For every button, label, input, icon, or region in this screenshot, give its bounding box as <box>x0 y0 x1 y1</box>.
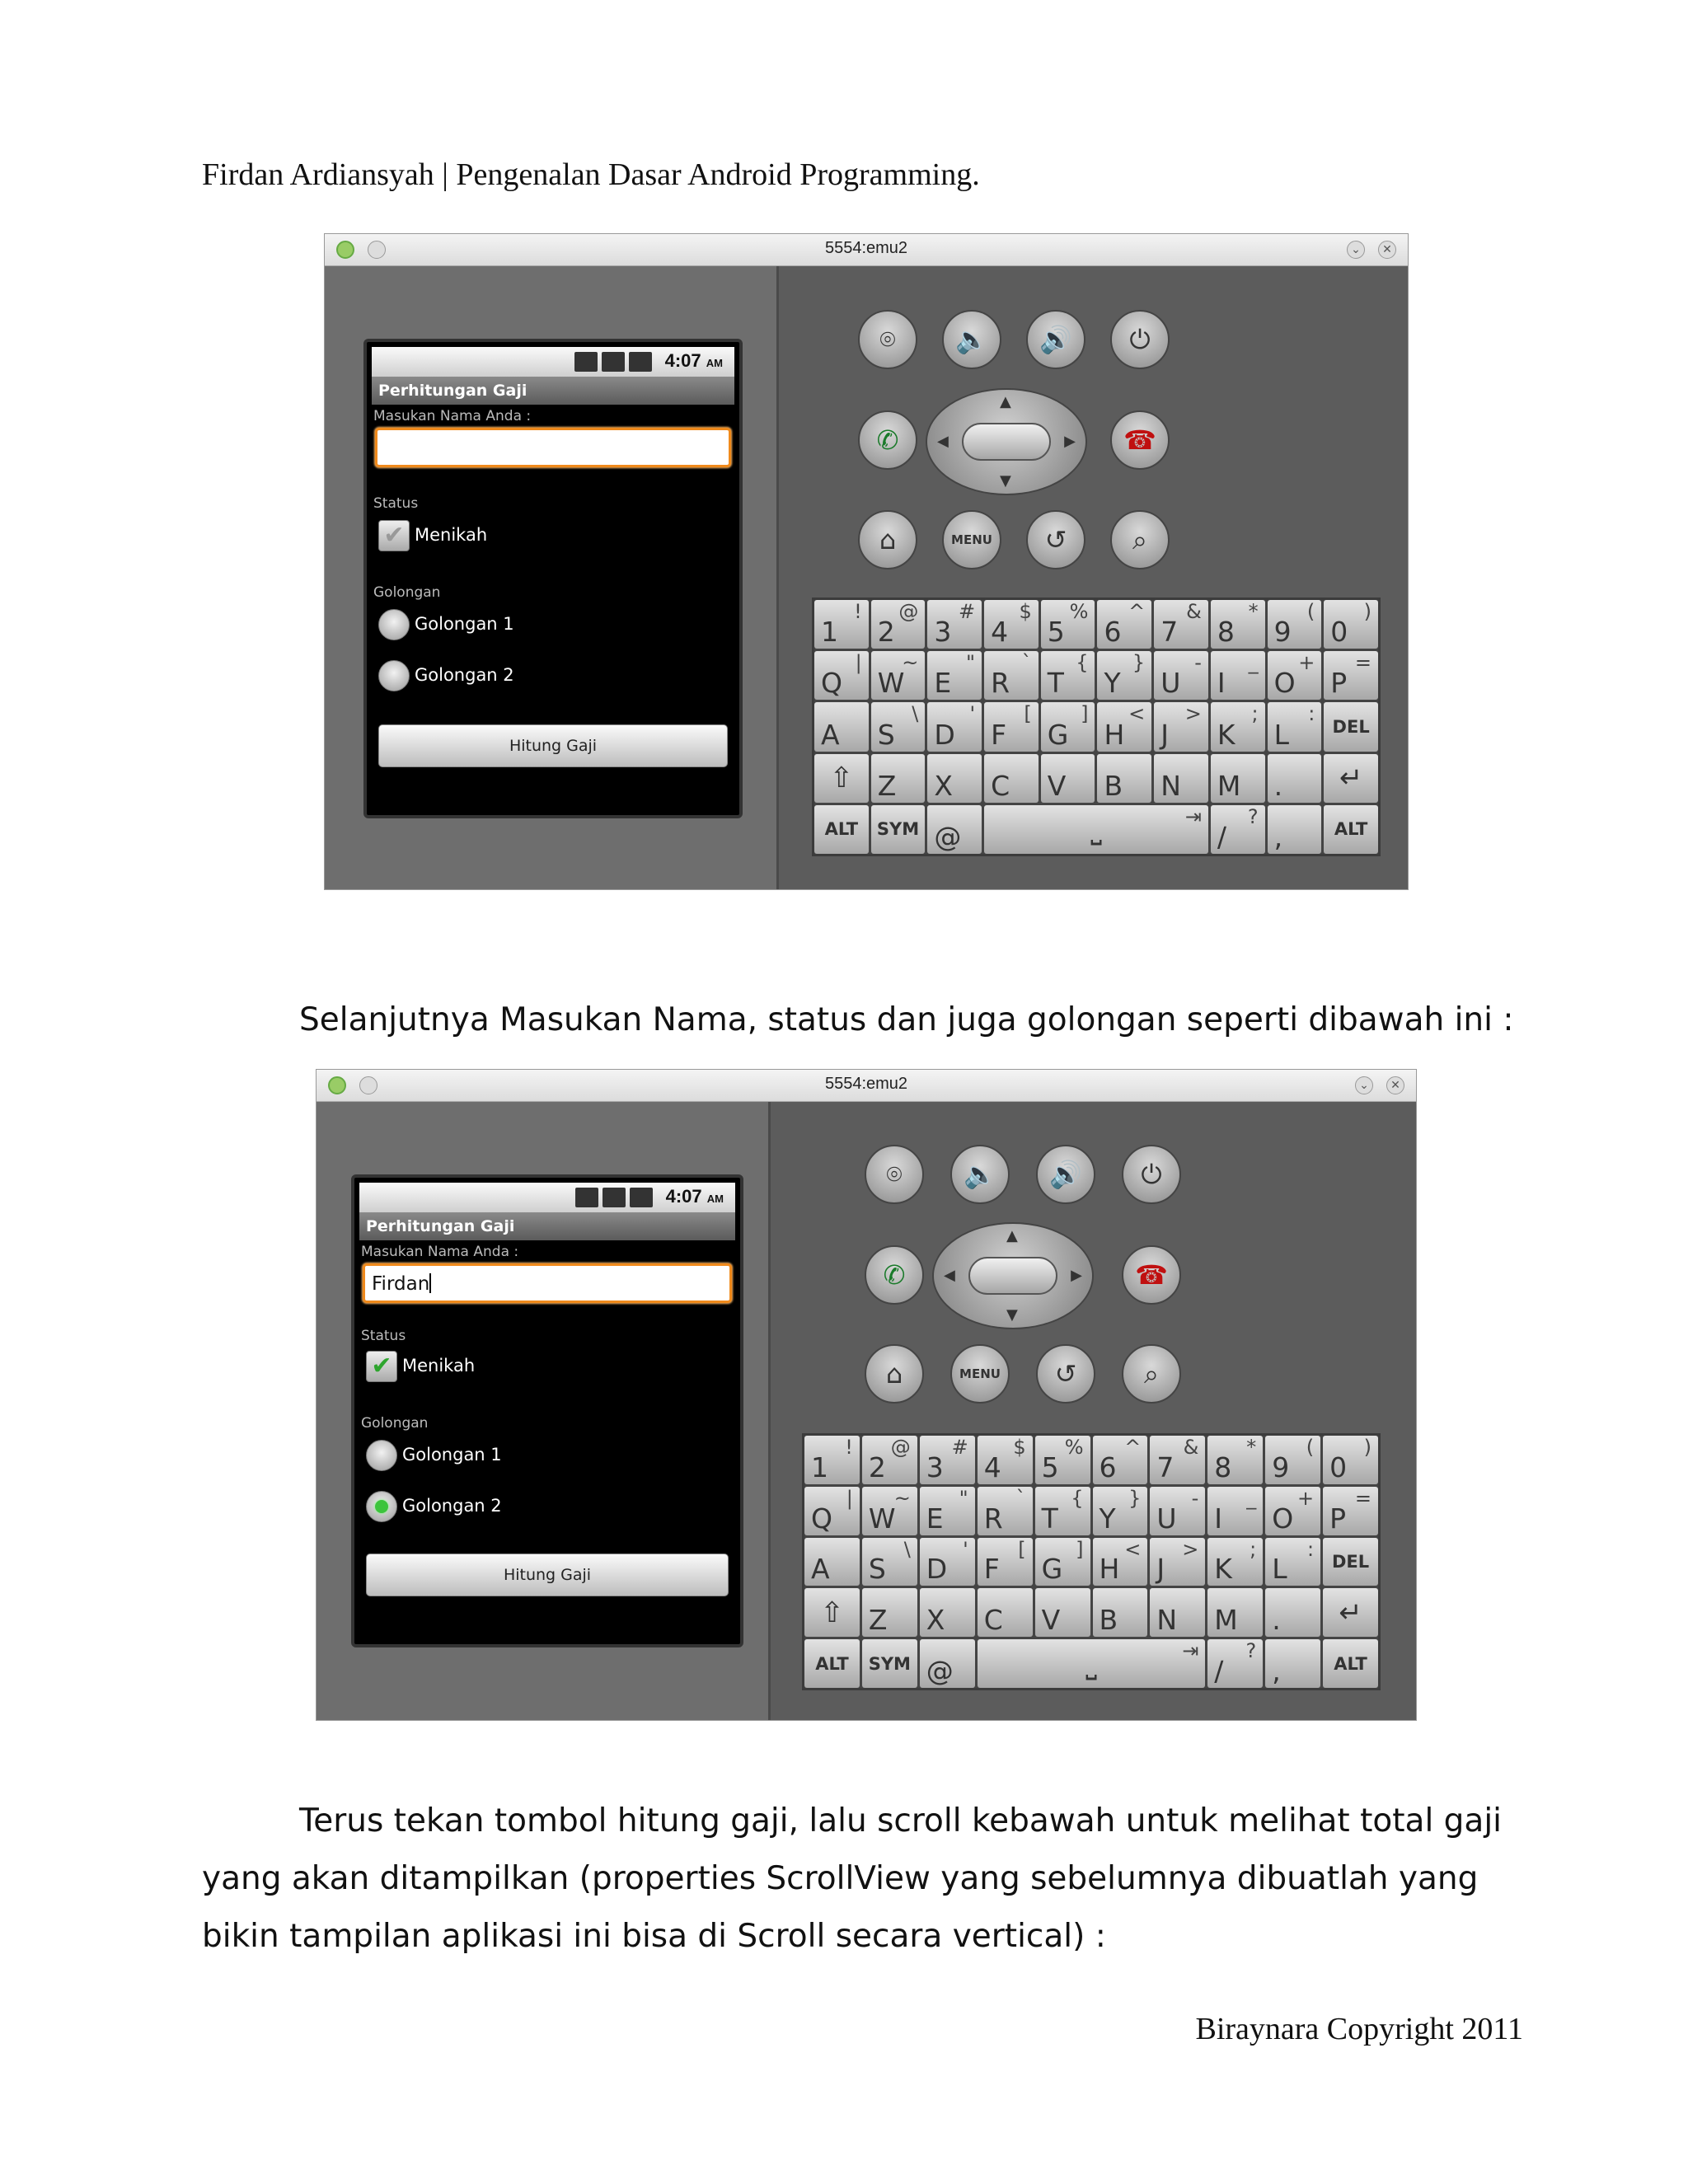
app-title-bar <box>359 1212 735 1240</box>
status-bar <box>359 1183 735 1212</box>
call-icon[interactable]: ✆ <box>858 410 917 470</box>
key-2-4[interactable]: G ] <box>1035 1538 1090 1586</box>
key-1-4[interactable]: T { <box>1041 651 1095 700</box>
key-1-0[interactable]: Q | <box>814 651 869 700</box>
key-sym[interactable]: SYM <box>871 805 926 854</box>
status-label: Status <box>361 1328 406 1344</box>
key-2-5[interactable]: H < <box>1093 1538 1148 1586</box>
key-3-7[interactable]: M <box>1207 1588 1263 1637</box>
key-slash[interactable]: / ? <box>1211 805 1265 854</box>
minimize-button[interactable]: ⌄ <box>1347 241 1365 259</box>
key-3-6[interactable]: N <box>1154 754 1208 803</box>
key-0-7[interactable]: 8 * <box>1211 600 1265 649</box>
key-slash[interactable]: / ? <box>1207 1639 1263 1688</box>
key-3-2[interactable]: X <box>927 754 982 803</box>
app-title: Perhitungan Gaji <box>366 1217 515 1235</box>
key-1-3[interactable]: R ` <box>984 651 1039 700</box>
menikah-checkbox[interactable]: ✔ <box>378 520 410 551</box>
key-0-3[interactable]: 4 $ <box>984 600 1039 649</box>
key-2-2[interactable]: D ' <box>927 702 982 751</box>
name-label: Masukan Nama Anda : <box>361 1244 519 1260</box>
key-0-5[interactable]: 6 ^ <box>1097 600 1151 649</box>
key-2-8[interactable]: L : <box>1268 702 1322 751</box>
search-icon[interactable]: ⌕ <box>1122 1344 1181 1404</box>
key-2-9[interactable]: DEL <box>1324 702 1378 751</box>
key-alt-left[interactable]: ALT <box>804 1639 860 1688</box>
key-comma[interactable]: , <box>1268 805 1322 854</box>
name-label: Masukan Nama Anda : <box>373 408 532 424</box>
key-at[interactable]: @ <box>920 1639 975 1688</box>
key-0-5[interactable]: 6 ^ <box>1093 1436 1148 1484</box>
key-2-8[interactable]: L : <box>1265 1538 1320 1586</box>
search-icon[interactable]: ⌕ <box>1110 510 1170 569</box>
camera-icon[interactable]: ⌾ <box>858 310 917 369</box>
golongan-1-label: Golongan 1 <box>415 614 514 634</box>
name-input[interactable] <box>375 428 731 467</box>
volume-up-icon[interactable]: 🔊 <box>1036 1145 1095 1204</box>
key-3-0[interactable]: ⇧ <box>814 754 869 803</box>
key-2-0[interactable]: A <box>814 702 869 751</box>
key-1-6[interactable]: U - <box>1154 651 1208 700</box>
key-0-3[interactable]: 4 $ <box>978 1436 1033 1484</box>
key-0-4[interactable]: 5 % <box>1041 600 1095 649</box>
key-0-8[interactable]: 9 ( <box>1265 1436 1320 1484</box>
key-3-9[interactable]: ↵ <box>1324 754 1378 803</box>
text-caret <box>429 1273 431 1293</box>
key-3-6[interactable]: N <box>1150 1588 1205 1637</box>
key-3-8[interactable]: . <box>1268 754 1322 803</box>
key-1-2[interactable]: E " <box>927 651 982 700</box>
battery-icon <box>629 352 652 372</box>
dpad[interactable] <box>932 1222 1094 1329</box>
back-icon[interactable]: ↺ <box>1036 1344 1095 1404</box>
status-bar <box>372 347 734 377</box>
status-label: Status <box>373 495 419 512</box>
key-1-9[interactable]: P = <box>1323 1487 1378 1535</box>
dpad-center-button[interactable] <box>968 1257 1057 1295</box>
key-space[interactable]: ⎵ ⇥ <box>984 805 1208 854</box>
key-2-7[interactable]: K ; <box>1207 1538 1263 1586</box>
key-0-2[interactable]: 3 # <box>927 600 982 649</box>
key-1-3[interactable]: R ` <box>978 1487 1033 1535</box>
network-3g-icon <box>575 1188 598 1207</box>
key-alt-left[interactable]: ALT <box>814 805 869 854</box>
dpad-down-icon[interactable]: ▼ <box>1000 472 1011 490</box>
key-1-5[interactable]: Y } <box>1093 1487 1148 1535</box>
key-1-5[interactable]: Y } <box>1097 651 1151 700</box>
key-3-1[interactable]: Z <box>871 754 926 803</box>
home-icon[interactable]: ⌂ <box>865 1344 924 1404</box>
key-2-7[interactable]: K ; <box>1211 702 1265 751</box>
status-icons <box>574 352 652 372</box>
key-1-6[interactable]: U - <box>1150 1487 1205 1535</box>
hardware-keyboard <box>812 598 1381 856</box>
key-0-6[interactable]: 7 & <box>1150 1436 1205 1484</box>
dpad-up-icon[interactable]: ▲ <box>1000 393 1011 410</box>
phone-screen <box>351 1174 743 1647</box>
key-0-6[interactable]: 7 & <box>1154 600 1208 649</box>
close-button[interactable]: ✕ <box>1386 1076 1404 1094</box>
page-header: Firdan Ardiansyah | Pengenalan Dasar Android Programming. <box>202 157 980 192</box>
power-icon[interactable]: ⏻ <box>1110 310 1170 369</box>
status-icons <box>575 1188 653 1207</box>
key-0-9[interactable]: 0 ) <box>1324 600 1378 649</box>
close-button[interactable]: ✕ <box>1378 241 1396 259</box>
network-3g-icon <box>574 352 598 372</box>
window-title: 5554:emu2 <box>824 1075 908 1093</box>
dpad-left-icon[interactable]: ◀ <box>937 433 949 450</box>
key-3-4[interactable]: V <box>1041 754 1095 803</box>
key-2-6[interactable]: J > <box>1150 1538 1205 1586</box>
dpad-center-button[interactable] <box>962 423 1051 461</box>
key-1-0[interactable]: Q | <box>804 1487 860 1535</box>
key-1-4[interactable]: T { <box>1035 1487 1090 1535</box>
key-3-7[interactable]: M <box>1211 754 1265 803</box>
status-time: 4:07 AM <box>665 1186 724 1207</box>
key-3-5[interactable]: B <box>1097 754 1151 803</box>
hitung-gaji-button[interactable]: Hitung Gaji <box>366 1554 729 1596</box>
key-sym[interactable]: SYM <box>862 1639 917 1688</box>
emulator-window-2 <box>316 1069 1417 1721</box>
device-controls <box>771 1102 1416 1720</box>
key-1-7[interactable]: I _ <box>1207 1487 1263 1535</box>
key-0-2[interactable]: 3 # <box>920 1436 975 1484</box>
app-title-bar <box>372 377 734 405</box>
dpad-down-icon[interactable]: ▼ <box>1006 1306 1018 1324</box>
end-call-icon[interactable]: ☎ <box>1110 410 1170 470</box>
key-2-1[interactable]: S \ <box>871 702 926 751</box>
key-1-2[interactable]: E " <box>920 1487 975 1535</box>
key-3-1[interactable]: Z <box>862 1588 917 1637</box>
key-space[interactable]: ⎵ ⇥ <box>978 1639 1206 1688</box>
golongan-2-label: Golongan 2 <box>415 665 514 685</box>
name-input-value: Firdan <box>372 1273 430 1295</box>
key-3-0[interactable]: ⇧ <box>804 1588 860 1637</box>
key-2-1[interactable]: S \ <box>862 1538 917 1586</box>
volume-down-icon[interactable]: 🔈 <box>942 310 1001 369</box>
key-0-0[interactable]: 1 ! <box>814 600 869 649</box>
key-comma[interactable]: , <box>1265 1639 1320 1688</box>
back-icon[interactable]: ↺ <box>1026 510 1085 569</box>
golongan-1-radio[interactable] <box>366 1440 397 1471</box>
key-2-3[interactable]: F [ <box>978 1538 1033 1586</box>
key-1-8[interactable]: O + <box>1268 651 1322 700</box>
menu-button[interactable]: MENU <box>942 510 1001 569</box>
key-2-9[interactable]: DEL <box>1323 1538 1378 1586</box>
key-3-3[interactable]: C <box>984 754 1039 803</box>
power-icon[interactable]: ⏻ <box>1122 1145 1181 1204</box>
volume-down-icon[interactable]: 🔈 <box>950 1145 1010 1204</box>
menikah-checkbox[interactable]: ✔ <box>366 1351 397 1382</box>
key-0-7[interactable]: 8 * <box>1207 1436 1263 1484</box>
volume-up-icon[interactable]: 🔊 <box>1026 310 1085 369</box>
key-2-2[interactable]: D ' <box>920 1538 975 1586</box>
key-3-3[interactable]: C <box>978 1588 1033 1637</box>
key-3-8[interactable]: . <box>1265 1588 1320 1637</box>
hitung-gaji-button[interactable]: Hitung Gaji <box>378 724 728 767</box>
golongan-2-radio[interactable] <box>366 1491 397 1522</box>
golongan-1-label: Golongan 1 <box>402 1445 502 1465</box>
page-footer: Biraynara Copyright 2011 <box>1195 2012 1523 2046</box>
key-0-0[interactable]: 1 ! <box>804 1436 860 1484</box>
key-0-9[interactable]: 0 ) <box>1323 1436 1378 1484</box>
device-skin-left <box>325 266 779 889</box>
camera-icon[interactable]: ⌾ <box>865 1145 924 1204</box>
dpad-up-icon[interactable]: ▲ <box>1006 1227 1018 1244</box>
key-0-8[interactable]: 9 ( <box>1268 600 1322 649</box>
phone-screen <box>363 339 743 818</box>
key-0-4[interactable]: 5 % <box>1035 1436 1090 1484</box>
device-skin-left <box>316 1102 771 1720</box>
dpad[interactable] <box>926 388 1087 495</box>
key-3-2[interactable]: X <box>920 1588 975 1637</box>
key-2-0[interactable]: A <box>804 1538 860 1586</box>
key-2-4[interactable]: G ] <box>1041 702 1095 751</box>
window-titlebar <box>325 234 1408 266</box>
name-input[interactable] <box>363 1263 732 1303</box>
status-time: 4:07 AM <box>664 350 723 371</box>
key-1-1[interactable]: W ~ <box>862 1487 917 1535</box>
key-1-8[interactable]: O + <box>1265 1487 1320 1535</box>
hardware-keyboard <box>802 1433 1381 1690</box>
golongan-2-label: Golongan 2 <box>402 1496 502 1516</box>
dpad-right-icon[interactable]: ▶ <box>1071 1267 1082 1284</box>
golongan-1-radio[interactable] <box>378 609 410 640</box>
golongan-label: Golongan <box>361 1415 429 1432</box>
key-1-1[interactable]: W ~ <box>871 651 926 700</box>
end-call-icon[interactable]: ☎ <box>1122 1245 1181 1305</box>
key-1-7[interactable]: I _ <box>1211 651 1265 700</box>
signal-icon <box>603 1188 626 1207</box>
key-3-9[interactable]: ↵ <box>1323 1588 1378 1637</box>
menikah-label: Menikah <box>402 1356 476 1376</box>
minimize-button[interactable]: ⌄ <box>1355 1076 1373 1094</box>
key-2-5[interactable]: H < <box>1097 702 1151 751</box>
key-at[interactable]: @ <box>927 805 982 854</box>
device-controls <box>779 266 1408 889</box>
key-alt-right[interactable]: ALT <box>1323 1639 1378 1688</box>
menu-button[interactable]: MENU <box>950 1344 1010 1404</box>
key-0-1[interactable]: 2 @ <box>871 600 926 649</box>
window-titlebar <box>316 1070 1416 1102</box>
signal-icon <box>602 352 625 372</box>
dpad-right-icon[interactable]: ▶ <box>1064 433 1076 450</box>
paragraph-1: Selanjutnya Masukan Nama, status dan juga golongan seperti dibawah ini : <box>299 1001 1514 1038</box>
key-3-5[interactable]: B <box>1093 1588 1148 1637</box>
golongan-label: Golongan <box>373 584 441 601</box>
key-2-6[interactable]: J > <box>1154 702 1208 751</box>
key-3-4[interactable]: V <box>1035 1588 1090 1637</box>
menikah-label: Menikah <box>415 525 488 545</box>
key-alt-right[interactable]: ALT <box>1324 805 1378 854</box>
key-0-1[interactable]: 2 @ <box>862 1436 917 1484</box>
window-title: 5554:emu2 <box>824 239 908 257</box>
paragraph-2: Terus tekan tombol hitung gaji, lalu scroll kebawah untuk melihat total gaji yang akan ditampilkan (properties ScrollView yang sebelumnya dibuatlah yang bikin tampilan aplikasi ini bisa di Scroll secara vertical) : <box>202 1802 1502 1955</box>
dpad-left-icon[interactable]: ◀ <box>944 1267 955 1284</box>
home-icon[interactable]: ⌂ <box>858 510 917 569</box>
key-1-9[interactable]: P = <box>1324 651 1378 700</box>
emulator-window-1 <box>324 233 1409 890</box>
golongan-2-radio[interactable] <box>378 660 410 691</box>
battery-icon <box>630 1188 653 1207</box>
call-icon[interactable]: ✆ <box>865 1245 924 1305</box>
key-2-3[interactable]: F [ <box>984 702 1039 751</box>
app-title: Perhitungan Gaji <box>378 382 528 400</box>
